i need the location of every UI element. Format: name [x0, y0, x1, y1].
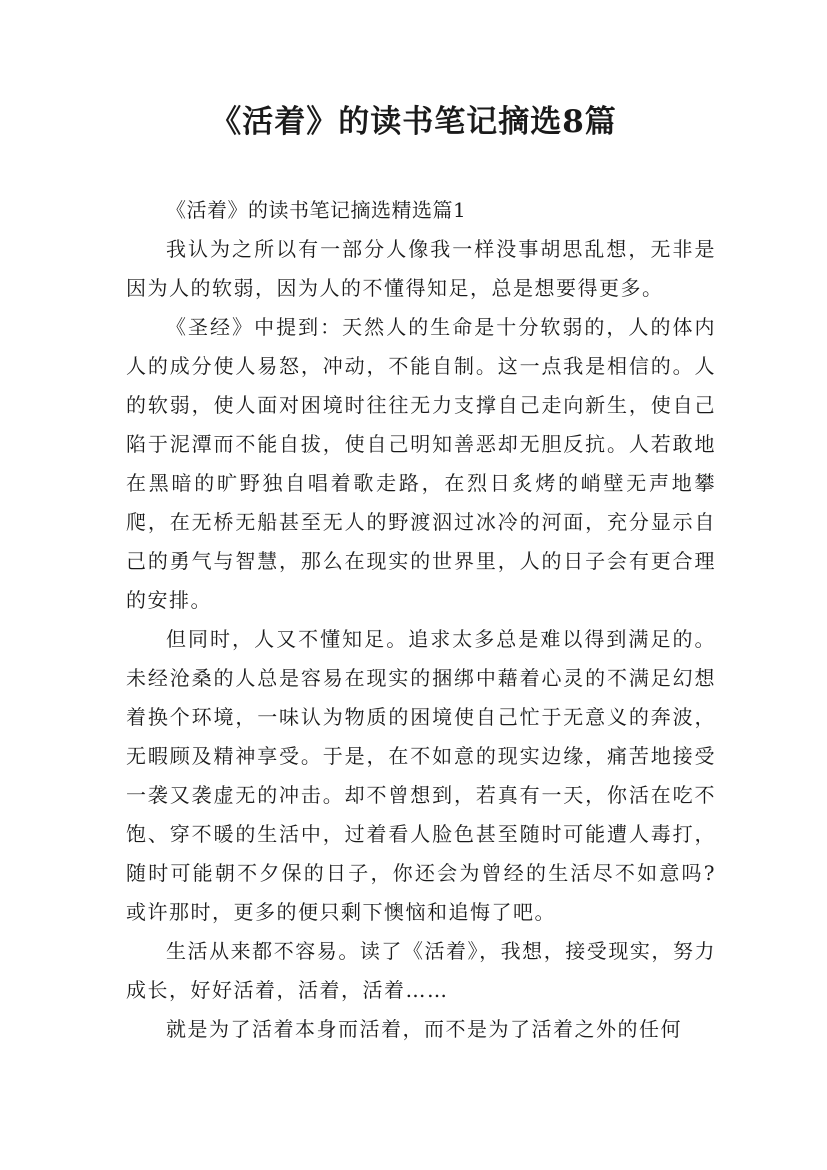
paragraph: 就是为了活着本身而活着，而不是为了活着之外的任何 — [166, 1017, 682, 1041]
document-title: 《活着》的读书笔记摘选8篇 — [210, 104, 617, 140]
section-heading: 《活着》的读书笔记摘选精选篇1 — [166, 198, 467, 222]
paragraph: 生活从来都不容易。读了《活着》，我想，接受现实，努力成长，好好活着，活着，活着…… — [126, 939, 716, 1002]
paragraph: 我认为之所以有一部分人像我一样没事胡思乱想，无非是因为人的软弱，因为人的不懂得知足，总是想要得更多。 — [126, 237, 716, 300]
paragraph: 《圣经》中提到：天然人的生命是十分软弱的，人的体内人的成分使人易怒，冲动，不能自制。这一点我是相信的。人的软弱，使人面对困境时往往无力支撑自己走向新生，使自己陷于泥潭而不能自拔，使自己明知善恶却无胆反抗。人若敢地在黑暗的旷野独自唱着歌走路，在烈日炙烤的峭壁无声地攀爬，在无桥无船甚至无人的野渡泅过冰冷的河面，充分显示自己的勇气与智慧，那么在现实的世界里，人的日子会有更合理的安排。 — [126, 315, 716, 612]
document-body — [126, 191, 716, 1049]
paragraph: 但同时，人又不懂知足。追求太多总是难以得到满足的。未经沧桑的人总是容易在现实的捆绑中藉着心灵的不满足幻想着换个环境，一味认为物质的困境使自己忙于无意义的奔波，无暇顾及精神享受。于是，在不如意的现实边缘，痛苦地接受一袭又袭虚无的冲击。却不曾想到，若真有一天，你活在吃不饱、穿不暖的生活中，过着看人脸色甚至随时可能遭人毒打，随时可能朝不夕保的日子，你还会为曾经的生活尽不如意吗?或许那时，更多的便只剩下懊恼和追悔了吧。 — [126, 627, 716, 924]
